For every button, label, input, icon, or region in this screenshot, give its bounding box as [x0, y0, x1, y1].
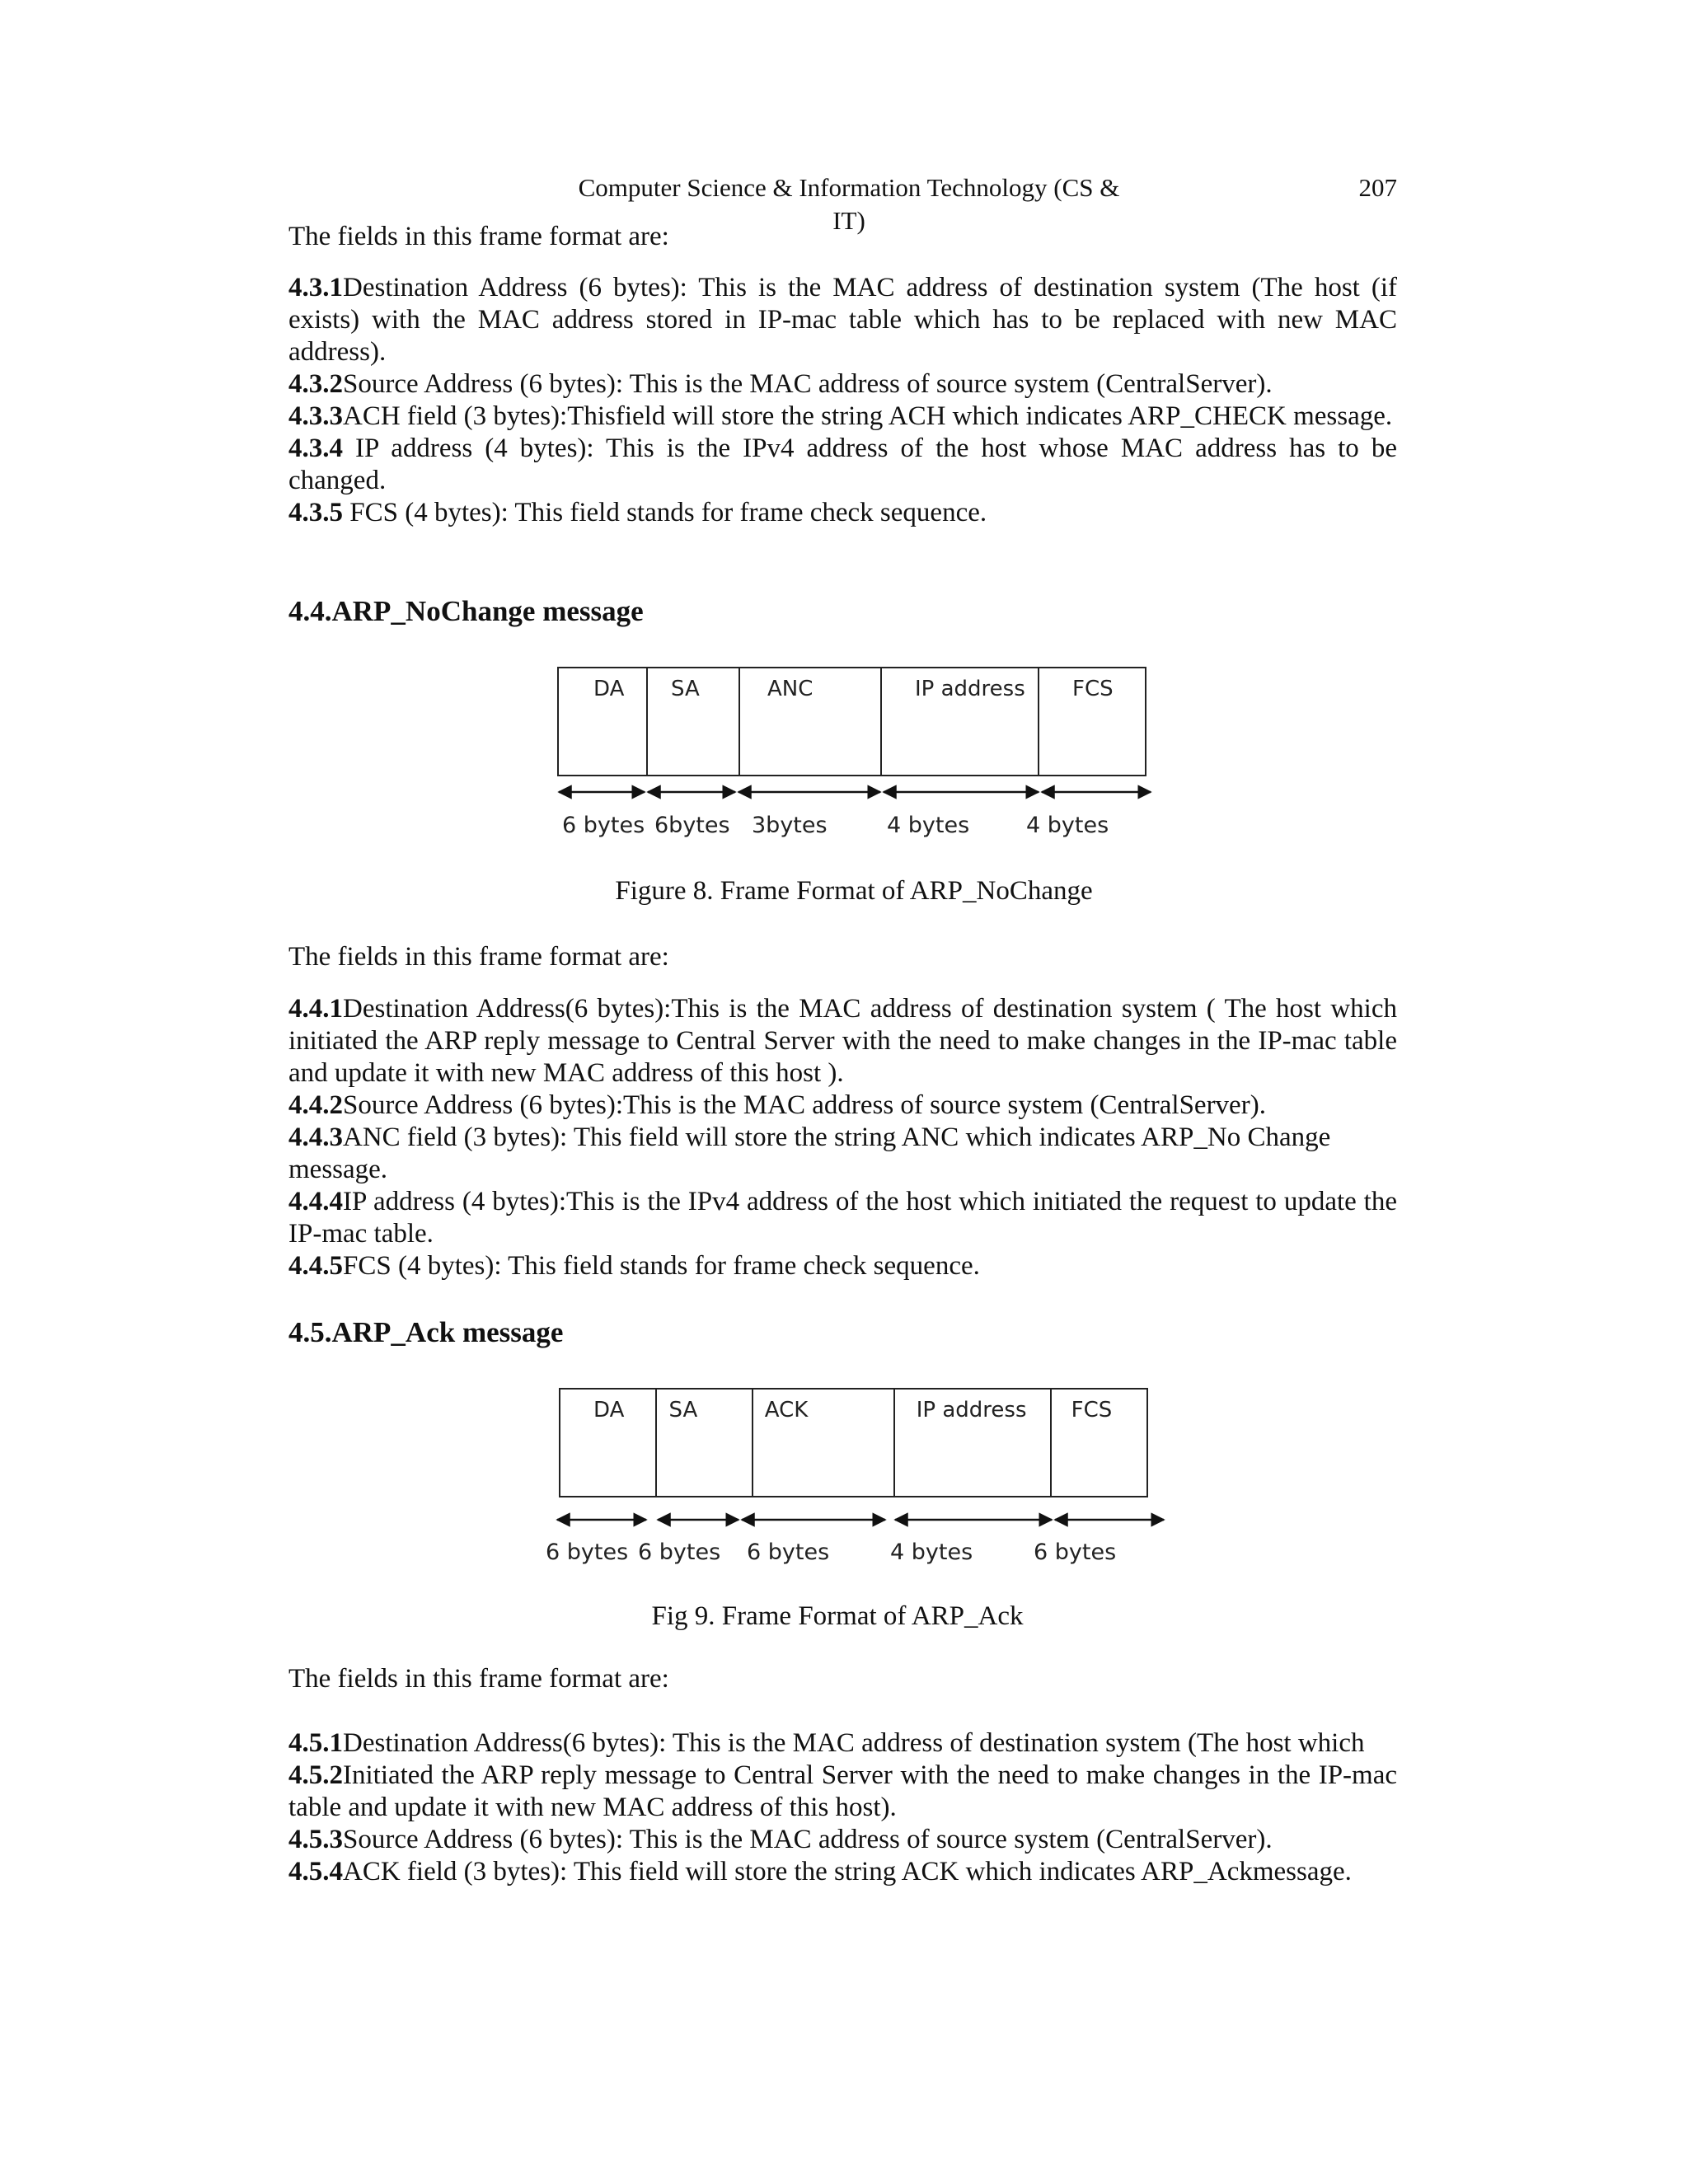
list-item: 4.4.1Destination Address(6 bytes):This is the MAC address of destination system ( The host which initiated the ARP reply message to Central Server with the need to make changes in the IP-mac table and update it with new MAC address of this host ).	[288, 994, 1397, 1088]
figure-9-size-arrows	[551, 1507, 1169, 1536]
frame-field-sa: SA	[648, 668, 740, 775]
journal-title: Computer Science & Information Technology (CS & IT)	[578, 173, 1120, 235]
figure-8-frame-diagram	[557, 667, 1146, 776]
list-item: 4.3.2Source Address (6 bytes): This is the MAC address of source system (CentralServer).	[288, 369, 1273, 399]
size-label: 6bytes	[654, 813, 730, 838]
frame-field-da: DA	[559, 668, 648, 775]
section-4-3-list	[288, 272, 1397, 529]
list-item: 4.4.3ANC field (3 bytes): This field will store the string ANC which indicates ARP_No Change message.	[288, 1122, 1331, 1184]
list-item: 4.3.5 FCS (4 bytes): This field stands for frame check sequence.	[288, 498, 987, 527]
frame-field-sa: SA	[657, 1390, 753, 1496]
list-item: 4.5.2Initiated the ARP reply message to Central Server with the need to make changes in the IP-mac table and update it with new MAC address of this host).	[288, 1760, 1397, 1822]
size-label: 6 bytes	[1034, 1540, 1117, 1565]
figure-8-size-labels	[0, 809, 1688, 842]
list-item: 4.4.5FCS (4 bytes): This field stands for frame check sequence.	[288, 1251, 980, 1281]
list-item: 4.5.1Destination Address(6 bytes): This is the MAC address of destination system (The host which	[288, 1728, 1365, 1758]
section-heading-4-5: 4.5.ARP_Ack message	[288, 1316, 564, 1348]
section-heading-4-4: 4.4.ARP_NoChange message	[288, 595, 644, 627]
frame-field-fcs: FCS	[1072, 677, 1114, 701]
size-label: 4 bytes	[887, 813, 970, 838]
running-header	[288, 171, 1397, 235]
size-label: 6 bytes	[638, 1540, 721, 1565]
size-label: 6 bytes	[747, 1540, 830, 1565]
frame-field-da: DA	[560, 1390, 657, 1496]
figure-8-size-arrows	[552, 779, 1162, 808]
frame-field-ack: ACK	[753, 1390, 895, 1496]
section-4-4-list	[288, 993, 1397, 1282]
frame-field-fcs: FCS	[1071, 1398, 1113, 1422]
frame-field-ip-address: IP address	[882, 668, 1039, 775]
size-label: 6 bytes	[562, 813, 645, 838]
page-number: 207	[1358, 173, 1397, 202]
size-label: 4 bytes	[890, 1540, 973, 1565]
intro-paragraph-1: The fields in this frame format are:	[288, 222, 669, 251]
frame-field-anc: ANC	[740, 668, 882, 775]
intro-paragraph-2: The fields in this frame format are:	[288, 942, 669, 972]
list-item: 4.5.4ACK field (3 bytes): This field will store the string ACK which indicates ARP_Ackmessage.	[288, 1857, 1352, 1886]
list-item: 4.3.1Destination Address (6 bytes): This is the MAC address of destination system (The host (if exists) with the MAC address stored in IP-mac table which has to be replaced with new MAC address).	[288, 273, 1397, 367]
frame-field-ip-address: IP address	[895, 1390, 1052, 1496]
intro-paragraph-3: The fields in this frame format are:	[288, 1664, 669, 1694]
figure-8-caption: Figure 8. Frame Format of ARP_NoChange	[615, 876, 1093, 906]
figure-9-size-labels	[0, 1536, 1688, 1569]
list-item: 4.4.4IP address (4 bytes):This is the IPv4 address of the host which initiated the request to update the IP-mac table.	[288, 1187, 1397, 1249]
size-label: 6 bytes	[546, 1540, 629, 1565]
list-item: 4.3.4 IP address (4 bytes): This is the IPv4 address of the host whose MAC address has to be changed.	[288, 434, 1397, 495]
figure-9-frame-diagram	[559, 1388, 1148, 1497]
list-item: 4.5.3Source Address (6 bytes): This is the MAC address of source system (CentralServer).	[288, 1825, 1273, 1854]
figure-9-caption: Fig 9. Frame Format of ARP_Ack	[651, 1601, 1024, 1631]
list-item: 4.3.3ACH field (3 bytes):Thisfield will store the string ACH which indicates ARP_CHECK message.	[288, 401, 1393, 431]
section-4-5-list	[288, 1727, 1397, 1888]
size-label: 4 bytes	[1026, 813, 1109, 838]
size-label: 3bytes	[752, 813, 828, 838]
list-item: 4.4.2Source Address (6 bytes):This is the MAC address of source system (CentralServer).	[288, 1090, 1266, 1120]
